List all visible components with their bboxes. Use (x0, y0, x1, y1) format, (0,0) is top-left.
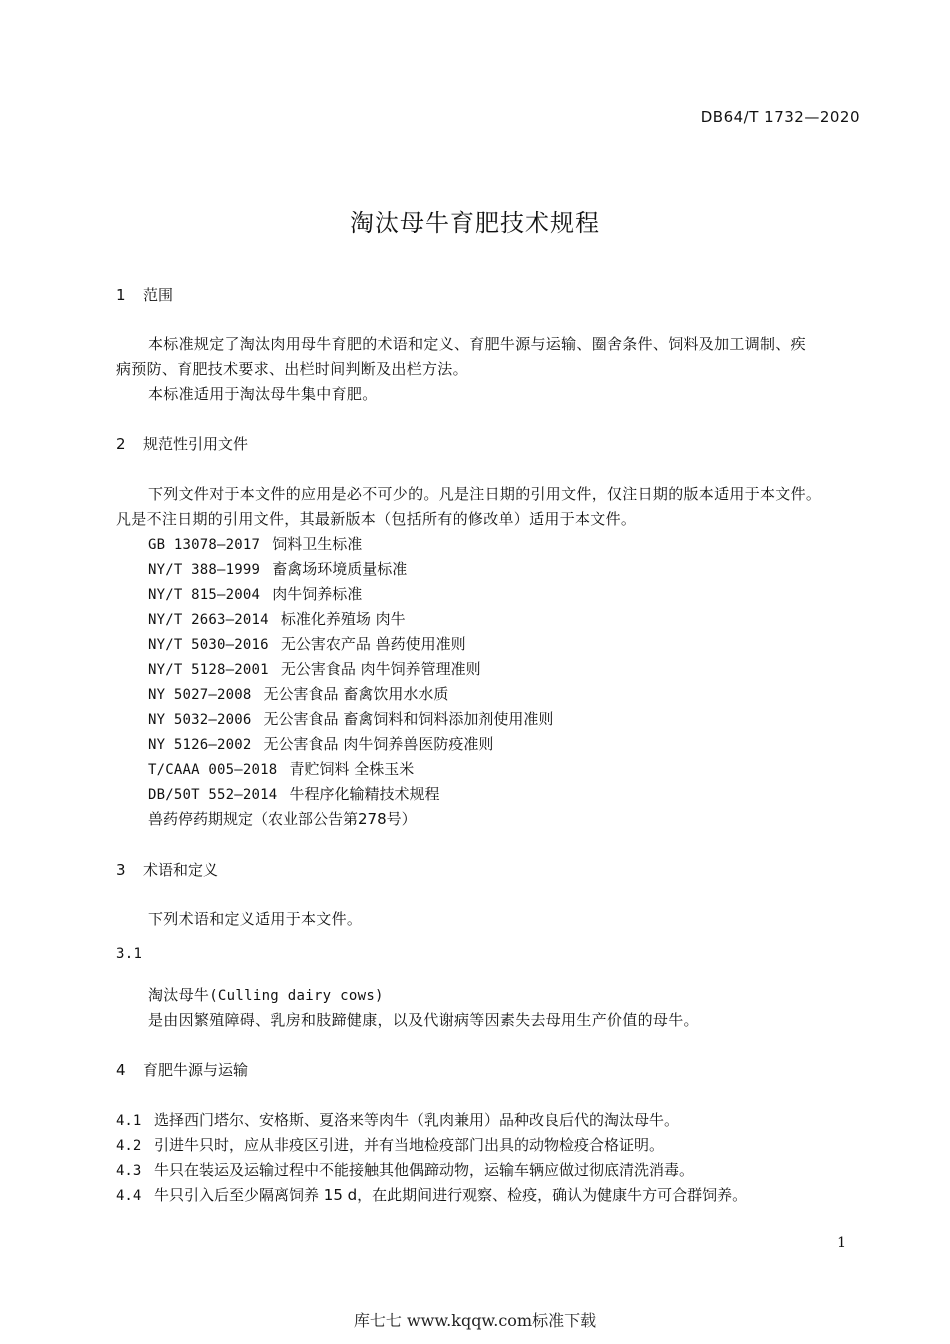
clause-number: 4.3 (116, 1163, 142, 1179)
clause-number: 4.2 (116, 1138, 142, 1154)
reference-item (148, 533, 362, 554)
clause-item (116, 1184, 747, 1205)
reference-item-last: 兽药停药期规定（农业部公告第278号） (148, 810, 417, 828)
reference-name: 牛程序化输精技术规程 (289, 785, 440, 803)
document-title: 淘汰母牛育肥技术规程 (350, 209, 600, 237)
section-number: 3 (116, 861, 126, 879)
reference-name: 无公害食品 肉牛饲养兽医防疫准则 (263, 735, 494, 753)
reference-code: NY/T 388—1999 (148, 562, 261, 578)
reference-item (148, 708, 553, 729)
terms-intro: 下列术语和定义适用于本文件。 (148, 910, 363, 928)
section-number: 1 (116, 286, 126, 304)
reference-code: NY 5126—2002 (148, 737, 252, 753)
section-2-heading (116, 433, 248, 454)
clause-item (116, 1134, 664, 1155)
reference-code: T/CAAA 005—2018 (148, 762, 278, 778)
section-4-heading (116, 1059, 248, 1080)
normative-intro-line-1: 下列文件对于本文件的应用是必不可少的。凡是注日期的引用文件，仅注日期的版本适用于本文件。 (148, 485, 822, 503)
section-title: 术语和定义 (143, 861, 219, 879)
reference-name: 无公害食品 畜禽饲料和饲料添加剂使用准则 (263, 710, 554, 728)
reference-name: 青贮饲料 全株玉米 (289, 760, 415, 778)
reference-code: NY/T 5128—2001 (148, 662, 269, 678)
scope-paragraph-2: 本标准适用于淘汰母牛集中育肥。 (148, 385, 378, 403)
reference-code: GB 13078—2017 (148, 537, 261, 553)
reference-name: 标准化养殖场 肉牛 (280, 610, 406, 628)
reference-item (148, 558, 407, 579)
term-chinese: 淘汰母牛 (148, 986, 210, 1004)
term-english: (Culling dairy cows) (209, 988, 384, 1004)
clause-3-1-number: 3.1 (116, 946, 143, 962)
reference-code: NY/T 2663—2014 (148, 612, 269, 628)
document-code: DB64/T 1732—2020 (700, 108, 860, 126)
clause-text: 牛只引入后至少隔离饲养 15 d，在此期间进行观察、检疫，确认为健康牛方可合群饲养。 (154, 1186, 748, 1204)
reference-item (148, 658, 481, 679)
reference-item (148, 633, 466, 654)
scope-paragraph-line-1: 本标准规定了淘汰肉用母牛育肥的术语和定义、育肥牛源与运输、圈舍条件、饲料及加工调制、疾 (148, 335, 806, 353)
scope-paragraph-line-2: 病预防、育肥技术要求、出栏时间判断及出栏方法。 (116, 360, 468, 378)
reference-name: 饲料卫生标准 (272, 535, 363, 553)
reference-code: DB/50T 552—2014 (148, 787, 278, 803)
clause-number: 4.1 (116, 1113, 142, 1129)
reference-name: 无公害农产品 兽药使用准则 (280, 635, 466, 653)
section-3-heading (116, 859, 218, 880)
section-number: 2 (116, 435, 126, 453)
clause-text: 选择西门塔尔、安格斯、夏洛来等肉牛（乳肉兼用）品种改良后代的淘汰母牛。 (154, 1111, 680, 1129)
reference-code: NY/T 815—2004 (148, 587, 261, 603)
reference-name: 肉牛饲养标准 (272, 585, 363, 603)
section-1-heading (116, 284, 173, 305)
page-number: 1 (837, 1235, 846, 1251)
clause-text: 牛只在装运及运输过程中不能接触其他偶蹄动物，运输车辆应做过彻底清洗消毒。 (154, 1161, 695, 1179)
clause-item (116, 1109, 679, 1130)
reference-code: NY 5032—2006 (148, 712, 252, 728)
reference-name: 畜禽场环境质量标准 (272, 560, 408, 578)
reference-item (148, 733, 493, 754)
section-number: 4 (116, 1061, 126, 1079)
reference-code: NY 5027—2008 (148, 687, 252, 703)
reference-item (148, 683, 448, 704)
footer-watermark: 库七七 www.kqqw.com标准下载 (353, 1311, 597, 1330)
clause-number: 4.4 (116, 1188, 142, 1204)
reference-item (148, 783, 439, 804)
reference-name: 无公害食品 畜禽饮用水水质 (263, 685, 449, 703)
section-title: 育肥牛源与运输 (143, 1061, 249, 1079)
reference-item (148, 758, 414, 779)
clause-text: 引进牛只时，应从非疫区引进，并有当地检疫部门出具的动物检疫合格证明。 (154, 1136, 665, 1154)
reference-code: NY/T 5030—2016 (148, 637, 269, 653)
section-title: 范围 (143, 286, 174, 304)
reference-name: 无公害食品 肉牛饲养管理准则 (280, 660, 481, 678)
section-title: 规范性引用文件 (143, 435, 249, 453)
term-entry (148, 984, 384, 1005)
term-definition: 是由因繁殖障碍、乳房和肢蹄健康，以及代谢病等因素失去母用生产价值的母牛。 (148, 1011, 699, 1029)
normative-intro-line-2: 凡是不注日期的引用文件，其最新版本（包括所有的修改单）适用于本文件。 (116, 510, 637, 528)
clause-item (116, 1159, 694, 1180)
reference-item (148, 583, 362, 604)
reference-item (148, 608, 406, 629)
